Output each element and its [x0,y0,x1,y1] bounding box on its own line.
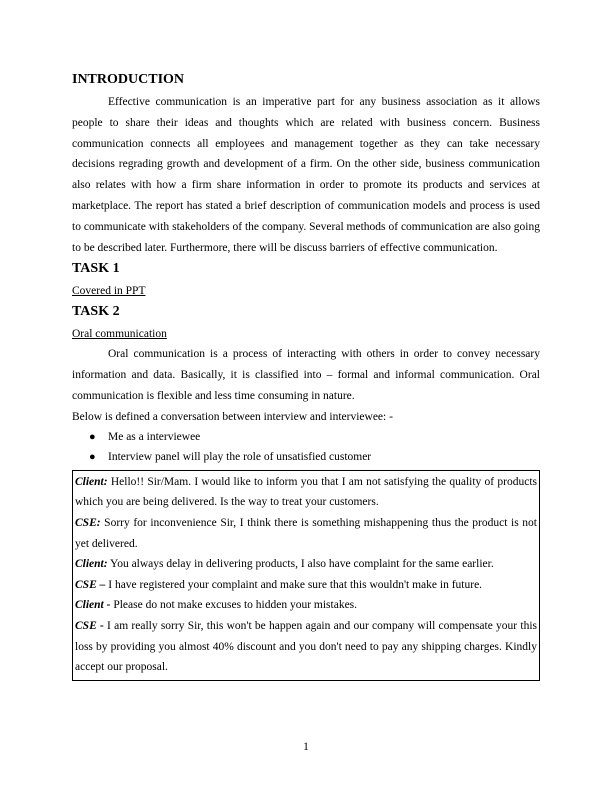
speaker-label: Client: [75,558,108,571]
task1-heading: TASK 1 [72,261,120,277]
introduction-paragraph: Effective communication is an imperative part for any business association as it allows people to share their ideas and thoughts which are related with business concern. Business communication connects all employees and management together as they can take necessary decisions regrading growth and development of a firm. On the other side, business communication also relates with how a firm share information in order to promote its products and services at marketplace. The report has stated a brief description of communication models and process is used to communicate with stakeholders of the company. Several methods of communication are also going to be described later. Furthermore, there will be discuss barriers of effective communication. [72,96,540,254]
oral-communication-subheading: Oral communication [72,328,167,341]
speaker-text: Hello!! Sir/Mam. I would like to inform you that I am not satisfying the quality of products which you are being delivered. Is the way to treat your customers. [75,475,537,509]
list-item [72,447,540,467]
speaker-label: Client: [75,475,108,488]
conversation-line [75,616,537,678]
speaker-label: Client - [75,599,111,612]
conversation-line [75,513,537,554]
conversation-lead: Below is defined a conversation between interview and interviewee: - [72,410,393,423]
conversation-line [75,554,537,575]
list-item [72,427,540,447]
conversation-line [75,595,537,616]
conversation-line [75,575,537,596]
speaker-text: I am really sorry Sir, this won't be happen again and our company will compensate your this loss by providing you almost 40% discount and you don't need to pay any shipping charges. Kindly accept our proposal. [75,619,537,674]
list-item-text: Me as a interviewee [108,430,201,443]
task1-subheading: Covered in PPT [72,285,146,298]
list-item-text: Interview panel will play the role of unsatisfied customer [108,450,372,463]
speaker-text: You always delay in delivering products, I also have complaint for the same earlier. [107,558,494,571]
conversation-line [75,472,537,513]
speaker-label: CSE – [75,578,106,591]
speaker-text: I have registered your complaint and make sure that this wouldn't make in future. [105,578,483,591]
oral-communication-paragraph: Oral communication is a process of interacting with others in order to convey necessary information and data. Basically, it is classified into – formal and informal communication. Oral communication is flexible and less time consuming in nature. [72,348,540,402]
bullet-icon: ● [89,430,96,443]
page-number: 1 [303,741,309,753]
task2-heading: TASK 2 [72,304,120,320]
speaker-label: CSE - [75,619,104,632]
introduction-heading: INTRODUCTION [72,72,185,87]
document-page [72,72,540,681]
bullet-icon: ● [89,450,96,463]
role-list [72,427,540,467]
speaker-label: CSE: [75,516,101,529]
conversation-box [72,470,540,681]
speaker-text: Sorry for inconvenience Sir, I think there is something mishappening thus the product is not yet delivered. [75,516,537,550]
speaker-text: Please do not make excuses to hidden your mistakes. [110,599,358,612]
